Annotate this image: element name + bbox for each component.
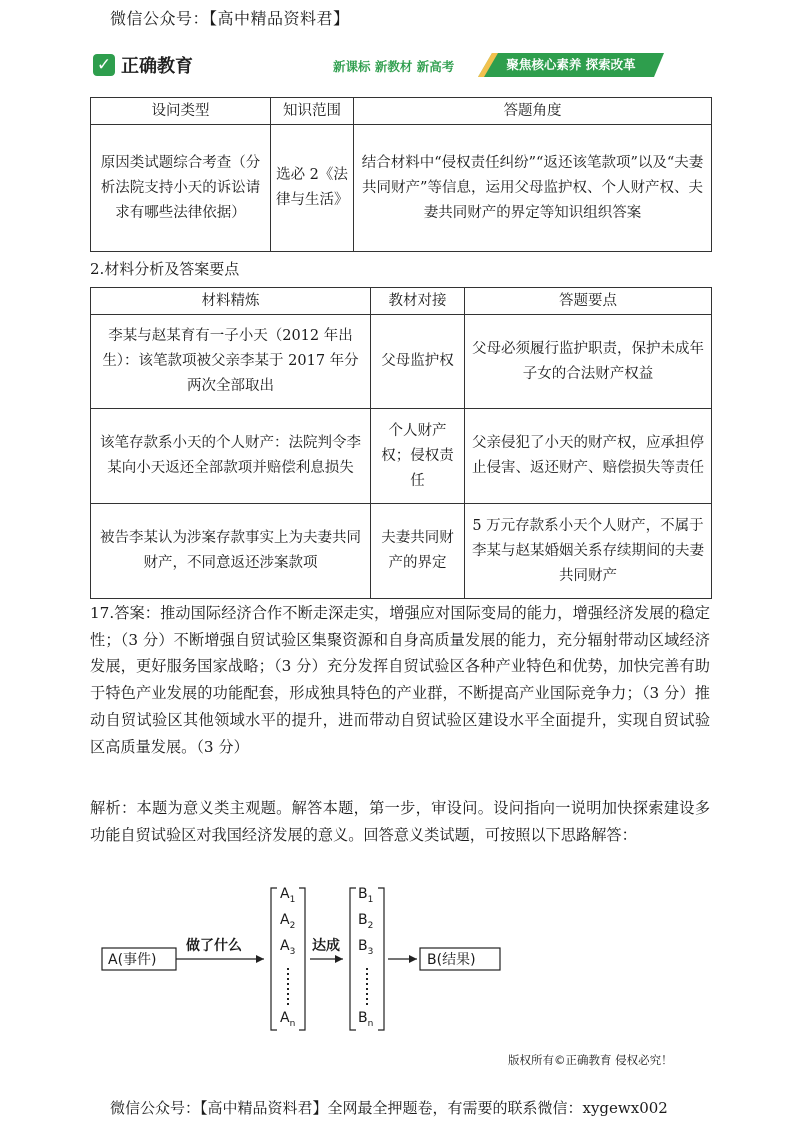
material-analysis-table [90,287,712,599]
table-cell: 该笔存款系小天的个人财产：法院判令李某向小天返还全部款项并赔偿利息损失 [91,409,371,504]
slogan-right: 聚焦核心素养 探索改革 [506,57,636,72]
a-item-1: $A_1$ [280,886,296,905]
copyright-note: 版权所有©正确教育 侵权必究！ [508,1053,673,1067]
reasoning-flow-diagram [90,880,520,1040]
result-box-label: B(结果) [427,952,476,968]
table-cell: 选必 2《法律与生活》 [271,125,354,252]
table-header-cell: 设问类型 [91,98,271,125]
arrow-label-actions: 做了什么 [186,938,242,954]
table-cell: 被告李某认为涉案存款事实上为夫妻共同财产，不同意返还涉案款项 [91,504,371,599]
table-header-cell: 知识范围 [271,98,354,125]
table-cell: 个人财产权；侵权责任 [371,409,465,504]
brand-logo [93,51,193,79]
table-cell: 5 万元存款系小天个人财产，不属于李某与赵某婚姻关系存续期间的夫妻共同财产 [465,504,712,599]
b-item-2: $B_2$ [358,912,374,931]
explanation-paragraph: 解析：本题为意义类主观题。解答本题，第一步，审设问。设问指向一说明加快探索建设多功能自贸试验区对我国经济发展的意义。回答意义类试题，可按照以下思路解答： [90,799,710,844]
table-header-cell: 教材对接 [371,288,465,315]
a-item-n: $A_n$ [280,1010,296,1029]
table-row [91,504,712,599]
b-item-3: $B_3$ [358,938,374,957]
table-cell: 父亲侵犯了小天的财产权，应承担停止侵害、返还财产、赔偿损失等责任 [465,409,712,504]
footer-wechat-note: 微信公众号：【高中精品资料君】全网最全押题卷，有需要的联系微信：xygewx002 [110,1099,668,1117]
header-wechat-note: 微信公众号：【高中精品资料君】 [110,9,350,28]
table-row [91,315,712,409]
slogan-left: 新课标 新教材 新高考 [333,59,455,74]
arrow-label-achieve: 达成 [312,938,340,954]
table-cell: 父母必须履行监护职责，保护未成年子女的合法财产权益 [465,315,712,409]
question-analysis-table [90,97,712,252]
answer-17-paragraph: 17.答案：推动国际经济合作不断走深走实，增强应对国际变局的能力，增强经济发展的稳定性；（3 分）不断增强自贸试验区集聚资源和自身高质量发展的能力，充分辐射带动区域经济发展，更好服务国家战略；（3 分）充分发挥自贸试验区各种产业特色和优势，加快完善有助于特色产业发展的功能配套，形成独具特色的产业群，不断提高产业国际竞争力；（3 分）推动自贸试验区其他领域水平的提升，进而带动自贸试验区建设水平全面提升，实现自贸试验区高质量发展。（3 分） [90,604,710,756]
a-item-2: $A_2$ [280,912,296,931]
table-row [91,409,712,504]
event-box-label: A(事件) [108,952,157,968]
table-cell: 结合材料中“侵权责任纠纷”“返还该笔款项”以及“夫妻共同财产”等信息，运用父母监护权、个人财产权、夫妻共同财产的界定等知识组织答案 [354,125,712,252]
check-icon: ✓ [93,54,115,76]
table-row [91,125,712,252]
section-title: 2.材料分析及答案要点 [90,260,240,278]
brand-name: 正确教育 [121,56,193,77]
table-cell: 夫妻共同财产的界定 [371,504,465,599]
a-item-3: $A_3$ [280,938,296,957]
table-cell: 父母监护权 [371,315,465,409]
table-header-row [91,98,712,125]
table-header-row [91,288,712,315]
table-cell: 原因类试题综合考查（分析法院支持小天的诉讼请求有哪些法律依据） [91,125,271,252]
table-header-cell: 答题角度 [354,98,712,125]
b-item-1: $B_1$ [358,886,374,905]
table-cell: 李某与赵某育有一子小天（2012 年出生）：该笔款项被父亲李某于 2017 年分两次全部取出 [91,315,371,409]
table-header-cell: 材料精炼 [91,288,371,315]
slogan-banner [478,53,664,77]
b-item-n: $B_n$ [358,1010,374,1029]
table-header-cell: 答题要点 [465,288,712,315]
